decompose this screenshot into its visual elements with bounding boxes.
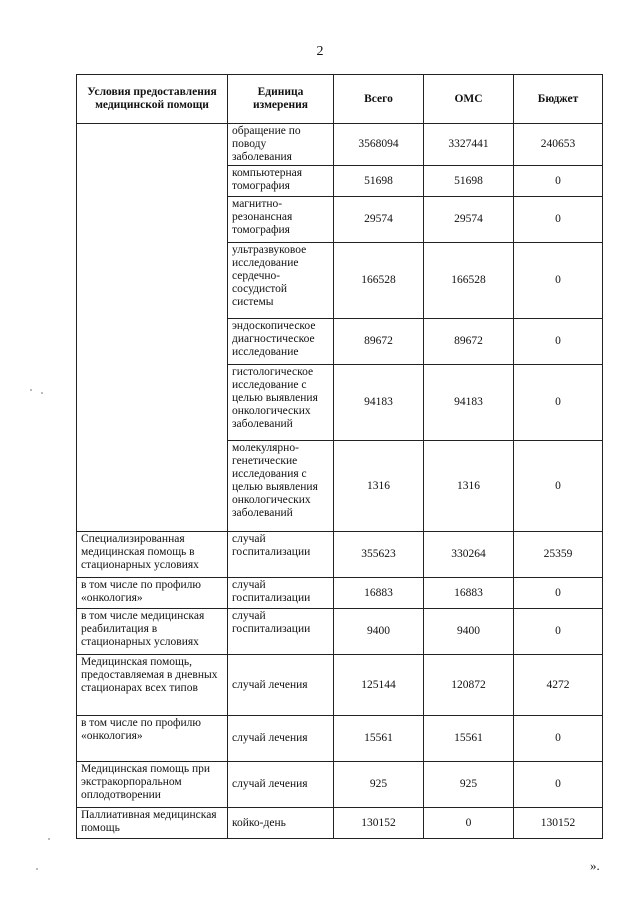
total-cell: 51698 [334, 166, 424, 197]
condition-cell: в том числе по профилю «онкология» [77, 578, 228, 609]
closing-quote-mark: ». [590, 858, 600, 873]
scan-speck [30, 389, 32, 391]
total-cell: 94183 [334, 365, 424, 441]
total-cell: 9400 [334, 609, 424, 655]
total-cell: 3568094 [334, 124, 424, 166]
condition-cell: Специализированная медицинская помощь в стационарных условиях [77, 532, 228, 578]
total-cell: 16883 [334, 578, 424, 609]
table-row [77, 716, 603, 762]
oms-cell: 1316 [424, 441, 514, 532]
unit-cell: магнитно-резонансная томография [228, 197, 334, 243]
budget-cell: 0 [514, 609, 603, 655]
header-unit: Единица измерения [228, 75, 334, 124]
oms-cell: 94183 [424, 365, 514, 441]
oms-cell: 3327441 [424, 124, 514, 166]
unit-cell: гистологическое исследование с целью выявления онкологических заболеваний [228, 365, 334, 441]
budget-cell: 0 [514, 441, 603, 532]
total-cell: 89672 [334, 319, 424, 365]
budget-cell: 130152 [514, 808, 603, 839]
budget-cell: 240653 [514, 124, 603, 166]
condition-cell: Медицинская помощь при экстракорпоральном оплодотворении [77, 762, 228, 808]
unit-cell: эндоскопическое диагностическое исследование [228, 319, 334, 365]
condition-cell: Паллиативная медицинская помощь [77, 808, 228, 839]
condition-cell [77, 124, 228, 532]
header-oms: ОМС [424, 75, 514, 124]
table-row [77, 124, 603, 166]
total-cell: 166528 [334, 243, 424, 319]
total-cell: 925 [334, 762, 424, 808]
header-total: Всего [334, 75, 424, 124]
total-cell: 1316 [334, 441, 424, 532]
unit-cell: молекулярно-генетические исследования с целью выявления онкологических заболеваний [228, 441, 334, 532]
oms-cell: 925 [424, 762, 514, 808]
table-row [77, 578, 603, 609]
condition-cell: Медицинская помощь, предоставляемая в дневных стационарах всех типов [77, 655, 228, 716]
oms-cell: 120872 [424, 655, 514, 716]
total-cell: 29574 [334, 197, 424, 243]
scan-speck [36, 868, 38, 870]
budget-cell: 0 [514, 716, 603, 762]
table-row [77, 532, 603, 578]
oms-cell: 330264 [424, 532, 514, 578]
budget-cell: 0 [514, 319, 603, 365]
unit-cell: случай госпитализации [228, 609, 334, 655]
table-header-row [77, 75, 603, 124]
budget-cell: 0 [514, 365, 603, 441]
scan-speck [48, 838, 50, 840]
table-row [77, 609, 603, 655]
budget-cell: 0 [514, 578, 603, 609]
scan-speck [41, 392, 43, 394]
table-row [77, 655, 603, 716]
condition-cell: в том числе по профилю «онкология» [77, 716, 228, 762]
table-row [77, 808, 603, 839]
unit-cell: случай лечения [228, 762, 334, 808]
total-cell: 355623 [334, 532, 424, 578]
header-budget: Бюджет [514, 75, 603, 124]
oms-cell: 15561 [424, 716, 514, 762]
oms-cell: 166528 [424, 243, 514, 319]
header-conditions: Условия предоставления медицинской помощи [77, 75, 228, 124]
unit-cell: случай лечения [228, 655, 334, 716]
unit-cell: случай госпитализации [228, 532, 334, 578]
budget-cell: 0 [514, 166, 603, 197]
budget-cell: 0 [514, 243, 603, 319]
oms-cell: 29574 [424, 197, 514, 243]
oms-cell: 51698 [424, 166, 514, 197]
budget-cell: 0 [514, 197, 603, 243]
unit-cell: компьютерная томография [228, 166, 334, 197]
unit-cell: ультразвуковое исследование сердечно-сосудистой системы [228, 243, 334, 319]
unit-cell: случай лечения [228, 716, 334, 762]
total-cell: 15561 [334, 716, 424, 762]
condition-cell: в том числе медицинская реабилитация в стационарных условиях [77, 609, 228, 655]
oms-cell: 9400 [424, 609, 514, 655]
oms-cell: 16883 [424, 578, 514, 609]
oms-cell: 0 [424, 808, 514, 839]
page-number: 2 [316, 44, 324, 59]
budget-cell: 0 [514, 762, 603, 808]
table-row [77, 762, 603, 808]
budget-cell: 4272 [514, 655, 603, 716]
unit-cell: обращение по поводу заболевания [228, 124, 334, 166]
total-cell: 125144 [334, 655, 424, 716]
unit-cell: случай госпитализации [228, 578, 334, 609]
oms-cell: 89672 [424, 319, 514, 365]
services-volume-table [76, 74, 603, 839]
total-cell: 130152 [334, 808, 424, 839]
unit-cell: койко-день [228, 808, 334, 839]
budget-cell: 25359 [514, 532, 603, 578]
